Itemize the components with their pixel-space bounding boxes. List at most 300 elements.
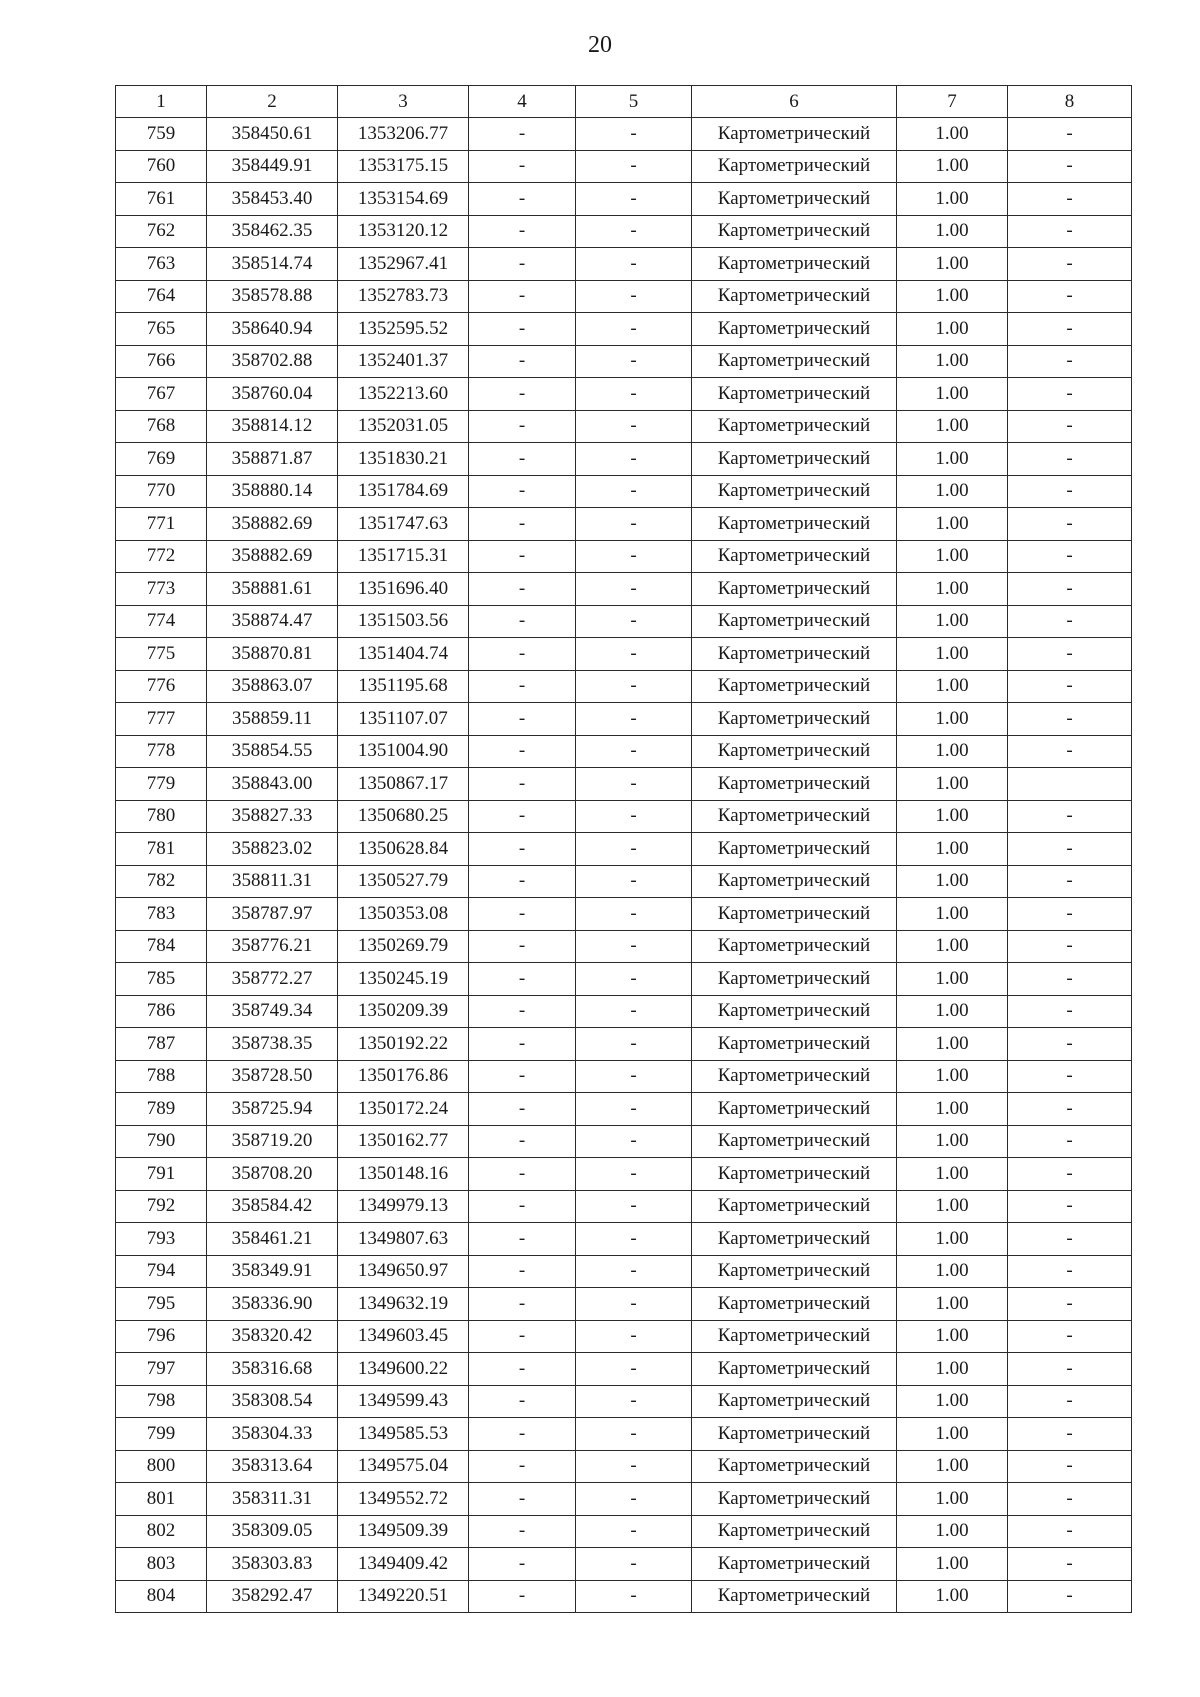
cell-col-5-cell: - <box>576 670 692 703</box>
cell-col-4-cell: - <box>469 833 576 866</box>
method-cell: Картометрический <box>692 963 897 996</box>
cell-col-4-cell: - <box>469 1288 576 1321</box>
accuracy-cell: 1.00 <box>897 1093 1008 1126</box>
table-row <box>116 1385 1132 1418</box>
y-coordinate-cell: 1349409.42 <box>338 1548 469 1581</box>
point-number-cell: 771 <box>116 508 207 541</box>
x-coordinate-cell: 358449.91 <box>207 150 338 183</box>
accuracy-cell: 1.00 <box>897 768 1008 801</box>
point-number-cell: 778 <box>116 735 207 768</box>
cell-col-5-cell: - <box>576 475 692 508</box>
y-coordinate-cell: 1349632.19 <box>338 1288 469 1321</box>
point-number-cell: 785 <box>116 963 207 996</box>
table-row <box>116 1483 1132 1516</box>
x-coordinate-cell: 358316.68 <box>207 1353 338 1386</box>
point-number-cell: 798 <box>116 1385 207 1418</box>
point-number-cell: 791 <box>116 1158 207 1191</box>
cell-col-4-cell: - <box>469 1320 576 1353</box>
y-coordinate-cell: 1352213.60 <box>338 378 469 411</box>
cell-col-5-cell: - <box>576 573 692 606</box>
cell-col-5-cell: - <box>576 735 692 768</box>
cell-col-8-cell: - <box>1008 1158 1132 1191</box>
page-number: 20 <box>588 32 612 58</box>
method-cell: Картометрический <box>692 605 897 638</box>
cell-col-4-cell: - <box>469 410 576 443</box>
column-header-1: 1 <box>116 86 207 118</box>
cell-col-8-cell: - <box>1008 1060 1132 1093</box>
method-cell: Картометрический <box>692 280 897 313</box>
table-row <box>116 670 1132 703</box>
x-coordinate-cell: 358336.90 <box>207 1288 338 1321</box>
cell-col-4-cell: - <box>469 1548 576 1581</box>
method-cell: Картометрический <box>692 995 897 1028</box>
cell-col-8-cell: - <box>1008 1093 1132 1126</box>
table-row <box>116 865 1132 898</box>
point-number-cell: 799 <box>116 1418 207 1451</box>
y-coordinate-cell: 1353120.12 <box>338 215 469 248</box>
cell-col-5-cell: - <box>576 1158 692 1191</box>
cell-col-5-cell: - <box>576 703 692 736</box>
accuracy-cell: 1.00 <box>897 1450 1008 1483</box>
method-cell: Картометрический <box>692 1060 897 1093</box>
y-coordinate-cell: 1349220.51 <box>338 1580 469 1613</box>
y-coordinate-cell: 1350680.25 <box>338 800 469 833</box>
cell-col-5-cell: - <box>576 1515 692 1548</box>
method-cell: Картометрический <box>692 1483 897 1516</box>
cell-col-8-cell: - <box>1008 1255 1132 1288</box>
method-cell: Картометрический <box>692 183 897 216</box>
cell-col-8-cell: - <box>1008 150 1132 183</box>
method-cell: Картометрический <box>692 573 897 606</box>
cell-col-4-cell: - <box>469 573 576 606</box>
cell-col-5-cell: - <box>576 378 692 411</box>
cell-col-5-cell: - <box>576 898 692 931</box>
table-row <box>116 183 1132 216</box>
accuracy-cell: 1.00 <box>897 995 1008 1028</box>
point-number-cell: 764 <box>116 280 207 313</box>
accuracy-cell: 1.00 <box>897 1125 1008 1158</box>
cell-col-8-cell: - <box>1008 1223 1132 1256</box>
y-coordinate-cell: 1350148.16 <box>338 1158 469 1191</box>
x-coordinate-cell: 358871.87 <box>207 443 338 476</box>
point-number-cell: 765 <box>116 313 207 346</box>
x-coordinate-cell: 358859.11 <box>207 703 338 736</box>
cell-col-5-cell: - <box>576 183 692 216</box>
accuracy-cell: 1.00 <box>897 898 1008 931</box>
point-number-cell: 786 <box>116 995 207 1028</box>
y-coordinate-cell: 1350209.39 <box>338 995 469 1028</box>
cell-col-8-cell: - <box>1008 508 1132 541</box>
table-row <box>116 1255 1132 1288</box>
accuracy-cell: 1.00 <box>897 573 1008 606</box>
method-cell: Картометрический <box>692 1385 897 1418</box>
y-coordinate-cell: 1352401.37 <box>338 345 469 378</box>
method-cell: Картометрический <box>692 1320 897 1353</box>
x-coordinate-cell: 358292.47 <box>207 1580 338 1613</box>
table-row <box>116 1353 1132 1386</box>
y-coordinate-cell: 1349650.97 <box>338 1255 469 1288</box>
cell-col-4-cell: - <box>469 963 576 996</box>
cell-col-4-cell: - <box>469 1515 576 1548</box>
cell-col-8-cell: - <box>1008 865 1132 898</box>
point-number-cell: 777 <box>116 703 207 736</box>
x-coordinate-cell: 358725.94 <box>207 1093 338 1126</box>
y-coordinate-cell: 1353206.77 <box>338 118 469 151</box>
point-number-cell: 759 <box>116 118 207 151</box>
cell-col-8-cell: - <box>1008 475 1132 508</box>
table-row <box>116 703 1132 736</box>
cell-col-5-cell: - <box>576 1028 692 1061</box>
cell-col-8-cell: - <box>1008 833 1132 866</box>
method-cell: Картометрический <box>692 1515 897 1548</box>
table-row <box>116 215 1132 248</box>
cell-col-8-cell: - <box>1008 443 1132 476</box>
x-coordinate-cell: 358882.69 <box>207 508 338 541</box>
cell-col-5-cell: - <box>576 963 692 996</box>
cell-col-5-cell: - <box>576 638 692 671</box>
cell-col-4-cell: - <box>469 735 576 768</box>
x-coordinate-cell: 358702.88 <box>207 345 338 378</box>
cell-col-5-cell: - <box>576 1288 692 1321</box>
accuracy-cell: 1.00 <box>897 1288 1008 1321</box>
x-coordinate-cell: 358827.33 <box>207 800 338 833</box>
method-cell: Картометрический <box>692 1093 897 1126</box>
point-number-cell: 803 <box>116 1548 207 1581</box>
x-coordinate-cell: 358304.33 <box>207 1418 338 1451</box>
accuracy-cell: 1.00 <box>897 1028 1008 1061</box>
table-row <box>116 248 1132 281</box>
cell-col-5-cell: - <box>576 280 692 313</box>
table-row <box>116 768 1132 801</box>
accuracy-cell: 1.00 <box>897 280 1008 313</box>
cell-col-4-cell: - <box>469 183 576 216</box>
y-coordinate-cell: 1353154.69 <box>338 183 469 216</box>
table-row <box>116 540 1132 573</box>
cell-col-4-cell: - <box>469 1028 576 1061</box>
cell-col-8-cell: - <box>1008 638 1132 671</box>
cell-col-4-cell: - <box>469 1255 576 1288</box>
cell-col-4-cell: - <box>469 800 576 833</box>
accuracy-cell: 1.00 <box>897 930 1008 963</box>
y-coordinate-cell: 1353175.15 <box>338 150 469 183</box>
x-coordinate-cell: 358453.40 <box>207 183 338 216</box>
method-cell: Картометрический <box>692 930 897 963</box>
x-coordinate-cell: 358303.83 <box>207 1548 338 1581</box>
accuracy-cell: 1.00 <box>897 508 1008 541</box>
method-cell: Картометрический <box>692 1548 897 1581</box>
method-cell: Картометрический <box>692 1353 897 1386</box>
method-cell: Картометрический <box>692 1288 897 1321</box>
cell-col-5-cell: - <box>576 1060 692 1093</box>
cell-col-5-cell: - <box>576 1580 692 1613</box>
y-coordinate-cell: 1349509.39 <box>338 1515 469 1548</box>
y-coordinate-cell: 1350162.77 <box>338 1125 469 1158</box>
cell-col-4-cell: - <box>469 605 576 638</box>
cell-col-5-cell: - <box>576 833 692 866</box>
x-coordinate-cell: 358843.00 <box>207 768 338 801</box>
column-header-8: 8 <box>1008 86 1132 118</box>
cell-col-8-cell <box>1008 768 1132 801</box>
point-number-cell: 780 <box>116 800 207 833</box>
method-cell: Картометрический <box>692 638 897 671</box>
accuracy-cell: 1.00 <box>897 1353 1008 1386</box>
method-cell: Картометрический <box>692 540 897 573</box>
point-number-cell: 772 <box>116 540 207 573</box>
cell-col-4-cell: - <box>469 150 576 183</box>
point-number-cell: 802 <box>116 1515 207 1548</box>
cell-col-4-cell: - <box>469 1353 576 1386</box>
y-coordinate-cell: 1351004.90 <box>338 735 469 768</box>
y-coordinate-cell: 1349979.13 <box>338 1190 469 1223</box>
cell-col-4-cell: - <box>469 1158 576 1191</box>
x-coordinate-cell: 358772.27 <box>207 963 338 996</box>
point-number-cell: 788 <box>116 1060 207 1093</box>
point-number-cell: 782 <box>116 865 207 898</box>
cell-col-4-cell: - <box>469 865 576 898</box>
x-coordinate-cell: 358882.69 <box>207 540 338 573</box>
cell-col-5-cell: - <box>576 443 692 476</box>
cell-col-4-cell: - <box>469 1190 576 1223</box>
point-number-cell: 773 <box>116 573 207 606</box>
point-number-cell: 790 <box>116 1125 207 1158</box>
method-cell: Картометрический <box>692 1418 897 1451</box>
cell-col-8-cell: - <box>1008 345 1132 378</box>
cell-col-4-cell: - <box>469 443 576 476</box>
point-number-cell: 793 <box>116 1223 207 1256</box>
method-cell: Картометрический <box>692 865 897 898</box>
cell-col-8-cell: - <box>1008 410 1132 443</box>
point-number-cell: 800 <box>116 1450 207 1483</box>
point-number-cell: 761 <box>116 183 207 216</box>
cell-col-4-cell: - <box>469 1093 576 1126</box>
table-row <box>116 1158 1132 1191</box>
y-coordinate-cell: 1350245.19 <box>338 963 469 996</box>
accuracy-cell: 1.00 <box>897 475 1008 508</box>
cell-col-8-cell: - <box>1008 215 1132 248</box>
table-row <box>116 508 1132 541</box>
cell-col-4-cell: - <box>469 1125 576 1158</box>
table-row <box>116 963 1132 996</box>
cell-col-4-cell: - <box>469 345 576 378</box>
cell-col-4-cell: - <box>469 280 576 313</box>
y-coordinate-cell: 1351747.63 <box>338 508 469 541</box>
cell-col-4-cell: - <box>469 508 576 541</box>
accuracy-cell: 1.00 <box>897 345 1008 378</box>
accuracy-cell: 1.00 <box>897 215 1008 248</box>
accuracy-cell: 1.00 <box>897 248 1008 281</box>
method-cell: Картометрический <box>692 703 897 736</box>
cell-col-4-cell: - <box>469 670 576 703</box>
x-coordinate-cell: 358811.31 <box>207 865 338 898</box>
accuracy-cell: 1.00 <box>897 638 1008 671</box>
cell-col-8-cell: - <box>1008 930 1132 963</box>
y-coordinate-cell: 1351107.07 <box>338 703 469 736</box>
x-coordinate-cell: 358311.31 <box>207 1483 338 1516</box>
cell-col-5-cell: - <box>576 410 692 443</box>
accuracy-cell: 1.00 <box>897 150 1008 183</box>
accuracy-cell: 1.00 <box>897 865 1008 898</box>
table-row <box>116 1028 1132 1061</box>
x-coordinate-cell: 358461.21 <box>207 1223 338 1256</box>
cell-col-4-cell: - <box>469 540 576 573</box>
point-number-cell: 767 <box>116 378 207 411</box>
cell-col-4-cell: - <box>469 1223 576 1256</box>
cell-col-8-cell: - <box>1008 1353 1132 1386</box>
x-coordinate-cell: 358349.91 <box>207 1255 338 1288</box>
x-coordinate-cell: 358760.04 <box>207 378 338 411</box>
cell-col-5-cell: - <box>576 1548 692 1581</box>
table-row <box>116 1125 1132 1158</box>
cell-col-4-cell: - <box>469 638 576 671</box>
cell-col-5-cell: - <box>576 313 692 346</box>
accuracy-cell: 1.00 <box>897 313 1008 346</box>
point-number-cell: 768 <box>116 410 207 443</box>
point-number-cell: 804 <box>116 1580 207 1613</box>
cell-col-8-cell: - <box>1008 313 1132 346</box>
method-cell: Картометрический <box>692 1580 897 1613</box>
method-cell: Картометрический <box>692 118 897 151</box>
cell-col-8-cell: - <box>1008 118 1132 151</box>
y-coordinate-cell: 1351195.68 <box>338 670 469 703</box>
point-number-cell: 795 <box>116 1288 207 1321</box>
cell-col-5-cell: - <box>576 1320 692 1353</box>
x-coordinate-cell: 358787.97 <box>207 898 338 931</box>
point-number-cell: 774 <box>116 605 207 638</box>
cell-col-5-cell: - <box>576 248 692 281</box>
table-row <box>116 443 1132 476</box>
cell-col-8-cell: - <box>1008 1190 1132 1223</box>
cell-col-4-cell: - <box>469 378 576 411</box>
accuracy-cell: 1.00 <box>897 118 1008 151</box>
cell-col-4-cell: - <box>469 313 576 346</box>
method-cell: Картометрический <box>692 345 897 378</box>
cell-col-5-cell: - <box>576 1125 692 1158</box>
cell-col-8-cell: - <box>1008 183 1132 216</box>
point-number-cell: 781 <box>116 833 207 866</box>
table-row <box>116 1320 1132 1353</box>
accuracy-cell: 1.00 <box>897 1320 1008 1353</box>
y-coordinate-cell: 1350192.22 <box>338 1028 469 1061</box>
cell-col-8-cell: - <box>1008 1483 1132 1516</box>
table-row <box>116 638 1132 671</box>
x-coordinate-cell: 358823.02 <box>207 833 338 866</box>
cell-col-5-cell: - <box>576 1450 692 1483</box>
y-coordinate-cell: 1350527.79 <box>338 865 469 898</box>
cell-col-5-cell: - <box>576 345 692 378</box>
cell-col-4-cell: - <box>469 215 576 248</box>
table-row <box>116 930 1132 963</box>
method-cell: Картометрический <box>692 508 897 541</box>
column-header-4: 4 <box>469 86 576 118</box>
y-coordinate-cell: 1350867.17 <box>338 768 469 801</box>
table-row <box>116 1060 1132 1093</box>
table-row <box>116 118 1132 151</box>
accuracy-cell: 1.00 <box>897 183 1008 216</box>
point-number-cell: 789 <box>116 1093 207 1126</box>
column-header-2: 2 <box>207 86 338 118</box>
y-coordinate-cell: 1351830.21 <box>338 443 469 476</box>
cell-col-8-cell: - <box>1008 1028 1132 1061</box>
point-number-cell: 762 <box>116 215 207 248</box>
column-header-5: 5 <box>576 86 692 118</box>
table-row <box>116 735 1132 768</box>
point-number-cell: 796 <box>116 1320 207 1353</box>
method-cell: Картометрический <box>692 215 897 248</box>
accuracy-cell: 1.00 <box>897 1190 1008 1223</box>
point-number-cell: 787 <box>116 1028 207 1061</box>
table-row <box>116 1223 1132 1256</box>
x-coordinate-cell: 358814.12 <box>207 410 338 443</box>
method-cell: Картометрический <box>692 313 897 346</box>
cell-col-8-cell: - <box>1008 378 1132 411</box>
point-number-cell: 797 <box>116 1353 207 1386</box>
cell-col-8-cell: - <box>1008 280 1132 313</box>
cell-col-5-cell: - <box>576 995 692 1028</box>
cell-col-5-cell: - <box>576 1418 692 1451</box>
table-row <box>116 150 1132 183</box>
cell-col-5-cell: - <box>576 118 692 151</box>
table-row <box>116 1580 1132 1613</box>
method-cell: Картометрический <box>692 1450 897 1483</box>
cell-col-5-cell: - <box>576 508 692 541</box>
cell-col-8-cell: - <box>1008 573 1132 606</box>
cell-col-8-cell: - <box>1008 1515 1132 1548</box>
cell-col-4-cell: - <box>469 1483 576 1516</box>
cell-col-8-cell: - <box>1008 1548 1132 1581</box>
x-coordinate-cell: 358719.20 <box>207 1125 338 1158</box>
table-row <box>116 995 1132 1028</box>
accuracy-cell: 1.00 <box>897 670 1008 703</box>
cell-col-8-cell: - <box>1008 898 1132 931</box>
cell-col-5-cell: - <box>576 150 692 183</box>
cell-col-8-cell: - <box>1008 963 1132 996</box>
y-coordinate-cell: 1349603.45 <box>338 1320 469 1353</box>
cell-col-4-cell: - <box>469 118 576 151</box>
cell-col-8-cell: - <box>1008 703 1132 736</box>
cell-col-8-cell: - <box>1008 1320 1132 1353</box>
cell-col-4-cell: - <box>469 1450 576 1483</box>
cell-col-8-cell: - <box>1008 540 1132 573</box>
accuracy-cell: 1.00 <box>897 1158 1008 1191</box>
method-cell: Картометрический <box>692 1255 897 1288</box>
table-row <box>116 800 1132 833</box>
accuracy-cell: 1.00 <box>897 1580 1008 1613</box>
table-row <box>116 313 1132 346</box>
header-row <box>116 86 1132 118</box>
table-row <box>116 833 1132 866</box>
method-cell: Картометрический <box>692 1125 897 1158</box>
cell-col-5-cell: - <box>576 1483 692 1516</box>
cell-col-4-cell: - <box>469 1060 576 1093</box>
y-coordinate-cell: 1351404.74 <box>338 638 469 671</box>
cell-col-8-cell: - <box>1008 800 1132 833</box>
method-cell: Картометрический <box>692 1028 897 1061</box>
x-coordinate-cell: 358880.14 <box>207 475 338 508</box>
cell-col-5-cell: - <box>576 1353 692 1386</box>
cell-col-4-cell: - <box>469 930 576 963</box>
x-coordinate-cell: 358320.42 <box>207 1320 338 1353</box>
table-row <box>116 1450 1132 1483</box>
y-coordinate-cell: 1352595.52 <box>338 313 469 346</box>
point-number-cell: 769 <box>116 443 207 476</box>
y-coordinate-cell: 1349599.43 <box>338 1385 469 1418</box>
point-number-cell: 783 <box>116 898 207 931</box>
point-number-cell: 794 <box>116 1255 207 1288</box>
table-row <box>116 1515 1132 1548</box>
method-cell: Картометрический <box>692 768 897 801</box>
accuracy-cell: 1.00 <box>897 1255 1008 1288</box>
accuracy-cell: 1.00 <box>897 1223 1008 1256</box>
